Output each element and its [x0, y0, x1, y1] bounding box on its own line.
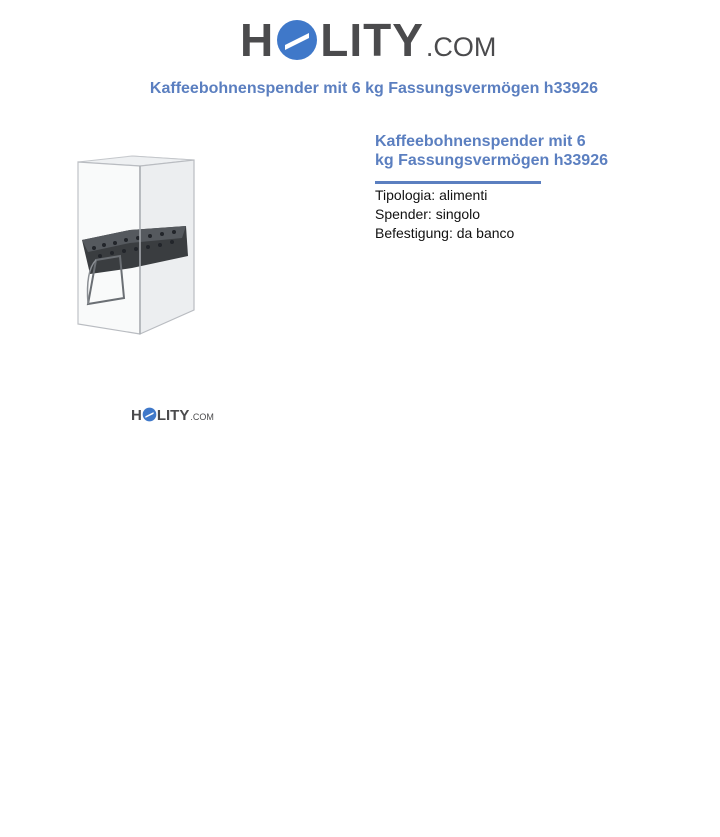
header-logo	[240, 12, 496, 68]
logo-letters-lity: LITY	[320, 14, 424, 66]
attribute-tipologia: Tipologia: alimenti	[375, 187, 488, 203]
attribute-spender: Spender: singolo	[375, 206, 481, 222]
product-title-line-2: kg Fassungsvermögen h33926	[375, 152, 608, 169]
footer-logo	[131, 405, 214, 426]
product-attributes	[375, 186, 514, 243]
product-title-line-1: Kaffeebohnenspender mit 6	[375, 133, 586, 150]
footer-logo-o-icon	[142, 407, 157, 422]
title-underline	[375, 181, 541, 184]
logo-o-icon	[275, 18, 319, 62]
logo-domain: .COM	[425, 32, 497, 62]
attribute-befestigung: Befestigung: da banco	[375, 225, 515, 241]
logo-letter-h: H	[240, 14, 275, 66]
page-title: Kaffeebohnenspender mit 6 kg Fassungsvermögen h33926	[149, 80, 599, 97]
footer-logo-letters-lity: LITY	[156, 407, 190, 424]
product-title	[375, 132, 625, 170]
bean-dispenser-image	[70, 148, 202, 340]
footer-logo-letter-h: H	[131, 407, 142, 424]
footer-logo-domain: .COM	[190, 412, 214, 422]
